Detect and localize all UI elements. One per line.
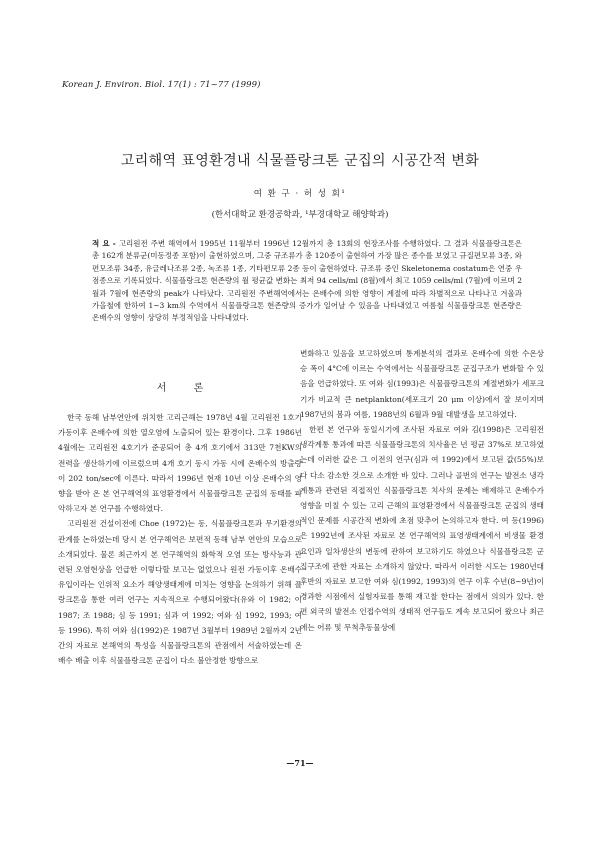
section-heading: 서 론 <box>156 383 216 394</box>
left-column <box>58 346 302 668</box>
paper-title: 고리해역 표영환경내 식물플랑크톤 군집의 시공간적 변화 <box>120 153 480 169</box>
paragraph: 변화하고 있음을 보고하였으며 통계분석의 결과로 온배수에 의한 수온상승 폭이 4°C에 이르는 수역에서는 식물플랑크톤 군집구조가 변화할 수 있음을 언급하였다. 또 여와 심(1993)은 식물플랑크톤의 계절변화가 세포크기가 비교적 큰 netplankton(세포크기 20 μm 이상)에서 잘 보이지며 1987년의 봄과 여름, 1988년의 6월과 9월 대발생을 보고하였다. <box>300 349 544 419</box>
paragraph: 한편 본 연구와 동일시기에 조사된 자료로 여와 김(1998)은 고리원전 냉각계통 통과에 따른 식물플랑크톤의 치사율은 년 평균 37%로 보고하였는데 이러한 값은 그 이전의 연구(심과 여 1992)에서 보고된 값(55%)보다 다소 감소한 것으로 소개한 바 있다. 그러나 골번의 연구는 발전소 냉각 계통과 관련된 직접적인 식물플랑크톤 치사의 문제는 배제하고 온배수가 영향을 미칠 수 있는 고리 근해의 표영환경에서 식물플랑크톤 군집의 생태적인 문제를 시공간적 변화에 초점 맞추어 논의하고자 한다. 여 등(1996)은 1992년에 조사된 자료로 본 연구해역의 표영생태계에서 비생물 환경요인과 일차생산의 변동에 관하여 보고하기도 하였으나 식물플랑크톤 군집구조에 관한 자료는 소개하지 않았다. 따라서 이러한 시도는 1980년대 후반의 자료로 보고한 여와 심(1992, 1993)의 연구 이후 수년(8~9년)이 경과한 시점에서 실험자료를 통해 재고찰 한다는 점에서 의의가 있다. 한편 외국의 발전소 인접수역의 생태적 연구들도 계속 보고되어 왔으나 최근에는 어류 및 무척추동물상에 <box>300 425 544 632</box>
page-number: —71— <box>286 758 314 768</box>
abstract-text: 고리원전 주변 해역에서 1995년 11월부터 1996년 12월까지 총 13회의 현장조사를 수행하였다. 그 결과 식물플랑크톤은 총 162개 분류군(미동정종 포함)이 출현하였으며, 그중 규조류가 총 120종이 출현하여 가장 많은 종수를 보였고 규질편모류 3종, 와편모조류 34종, 유글레나조류 2종, 녹조류 1종, 기타편모류 2종 등이 출현하였다. 규조류 중인 Skeletonema costatum은 연중 우점종으로 기록되었다. 식물플랑크톤 현존량의 월 평균값 변화는 최저 94 cells/ml (8월)에서 최고 1059 cells/ml (7월)에 이르며 2월과 7월에 현존량의 peak가 나타났다. 고리원전 주변해역에서는 온배수에 의한 영향이 계절에 따라 차별적으로 나타나고 겨울과 가을철에 한하여 1~3 km의 수역에서 식물플랑크톤 현존량의 증가가 일어날 수 있음을 나타내었고 여름철 식물플랑크톤 현존량은 온배수의 영향이 상당히 부정적임을 나타내었다. <box>92 239 522 323</box>
paragraph: 한국 동해 남부연안에 위치한 고리근해는 1978년 4월 고리원전 1호기 가동이후 온배수에 의한 열오염에 노출되어 있는 환경이다. 그후 1986년 4월에는 고리원전 4호기가 준공되어 총 4개 호기에서 313만 7천KW의 전력을 생산하기에 이르렀으며 4개 호기 동시 가동 시에 온배수의 방출량이 202 ton/sec에 이른다. 따라서 1996년 현재 10년 이상 온배수의 영향을 받아 온 본 연구해역의 표영환경에서 식물플랑크톤 군집의 동태를 파악하고자 본 연구를 수행하였다. <box>58 413 302 514</box>
right-column <box>300 346 544 635</box>
abstract-label: 적 요 - <box>92 239 119 248</box>
paragraph: 고리원전 건설이전에 Choe (1972)는 동, 식물플랑크톤과 무기환경의 관계를 논하였는데 당시 본 연구해역은 보편적 동해 남부 연안의 모습으로 소개되었다. 물론 최근까지 본 연구해역의 화학적 오염 또는 방사능과 관련된 오염현상을 언급한 이렇다할 보고는 없었으나 원전 가동이후 온배수 유입이라는 인위적 요소가 해양생태계에 미치는 영향을 논의하기 위해 플랑크톤을 통한 여러 연구는 지속적으로 수행되어왔다(유와 이 1982; 이 1987; 조 1988; 심 등 1991; 심과 여 1992; 여와 심 1992, 1993; 여 등 1996). 특히 여와 심(1992)은 1987년 3월부터 1989년 2월까지 2년간의 자료로 본해역의 특성을 식물플랑크톤의 관점에서 서술하였는데 온배수 배출 이후 식물플랑크톤 군집이 다소 불안정한 방향으로 <box>58 519 302 666</box>
journal-citation: Korean J. Environ. Biol. 17(1) : 71~77 (1999) <box>62 80 261 90</box>
authors: 여 환 구 · 허 성 회¹ <box>253 189 347 199</box>
abstract <box>92 238 522 325</box>
affiliation: (한서대학교 환경공학과, ¹부경대학교 해양학과) <box>211 210 389 220</box>
